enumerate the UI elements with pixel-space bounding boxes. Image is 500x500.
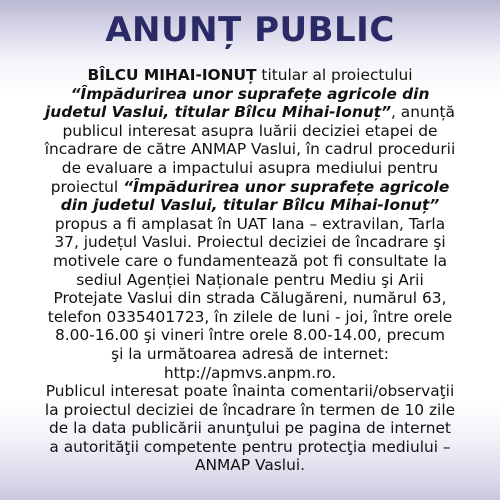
notice-body xyxy=(10,66,490,475)
body-line-10: 37, județul Vaslui. Proiectul deciziei de încadrare şi xyxy=(54,233,446,252)
body-line-4: publicul interesat asupra luării deciziei etapei de xyxy=(62,121,438,140)
body-line-16: şi la următoarea adresă de internet: xyxy=(111,344,389,363)
project-title-line-2: judetul Vaslui, titular Bîlcu Mihai-Ionuț” xyxy=(45,103,391,122)
body-line-1 xyxy=(10,66,490,85)
body-line-22: ANMAP Vaslui. xyxy=(194,456,305,475)
body-line-19: la proiectul deciziei de încadrare în termen de 10 zile xyxy=(44,400,456,419)
body-line-11: motivele care o fundamentează pot fi consultate la xyxy=(52,251,448,270)
body-line-6: de evaluare a impactului asupra mediului pentru xyxy=(61,158,439,177)
body-line-7-text: proiectul xyxy=(50,177,124,196)
website-url: http://apmvs.anpm.ro. xyxy=(163,363,337,382)
applicant-name: BÎLCU MIHAI-IONUȚ xyxy=(87,66,257,84)
body-line-20: de la data publicării anunţului pe pagina de internet xyxy=(49,419,451,438)
body-line-1-text: titular al proiectului xyxy=(256,66,413,84)
body-line-3 xyxy=(10,103,490,122)
body-line-15: 8.00-16.00 şi vineri între orele 8.00-14.00, precum xyxy=(54,326,446,345)
body-line-3-text: , anunță xyxy=(391,103,455,122)
body-line-7 xyxy=(10,178,490,197)
body-line-12: sediul Agenției Naționale pentru Mediu şi Arii xyxy=(76,270,424,289)
body-line-21: a autorităţii competente pentru protecţia mediului – xyxy=(49,437,451,456)
notice-title: ANUNȚ PUBLIC xyxy=(105,10,395,50)
body-line-18: Publicul interesat poate înainta comentarii/observaţii xyxy=(45,382,455,401)
body-line-5: încadrare de către ANMAP Vaslui, în cadrul procedurii xyxy=(44,140,456,159)
body-line-13: Protejate Vaslui din strada Călugăreni, numărul 63, xyxy=(53,289,447,308)
body-line-14: telefon 0335401723, în zilele de luni - joi, între orele xyxy=(47,307,453,326)
project-title-repeat-line-1: “Împădurirea unor suprafețe agricole xyxy=(123,177,450,196)
project-title-repeat-line-2: din judetul Vaslui, titular Bîlcu Mihai-Ionuț” xyxy=(60,196,440,215)
body-line-9: propus a fi amplasat în UAT Iana – extravilan, Tarla xyxy=(54,214,446,233)
project-title-line-1: “Împădurirea unor suprafețe agricole din xyxy=(70,84,430,103)
